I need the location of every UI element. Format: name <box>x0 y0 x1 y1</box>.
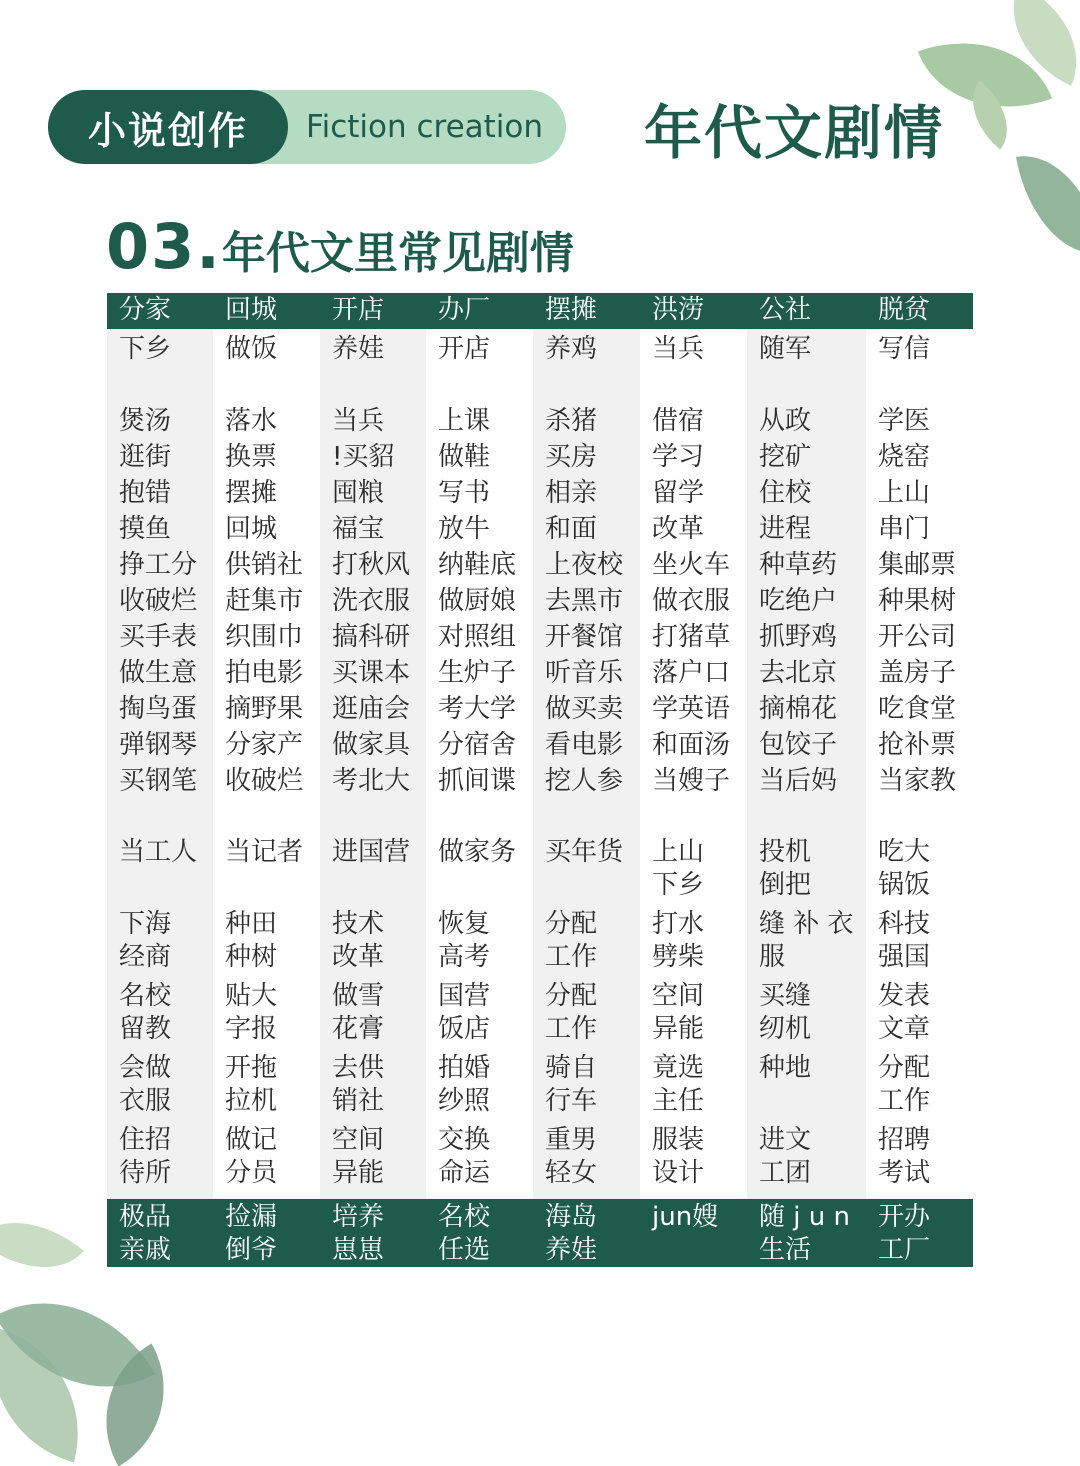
table-cell: 做家具 <box>332 730 411 760</box>
table-cell: 考大学 <box>438 694 517 724</box>
table-cell: 纳鞋底 <box>438 550 517 580</box>
table-header-cell: 洪涝 <box>652 295 705 325</box>
table-cell: 抓间谍 <box>438 766 517 796</box>
table-cell: 投机 倒把 <box>759 837 812 900</box>
table-column <box>426 329 533 1199</box>
table-cell: 摆摊 <box>225 478 278 508</box>
category-tag-en: Fiction creation <box>306 109 544 145</box>
table-cell: 串门 <box>878 514 931 544</box>
table-cell: 重男 轻女 <box>545 1125 598 1188</box>
table-cell: 空间 异能 <box>652 981 705 1044</box>
table-cell: 打秋风 <box>332 550 411 580</box>
table-cell: 抓野鸡 <box>759 622 838 652</box>
table-cell: 拍电影 <box>225 658 304 688</box>
table-cell: 做雪 花膏 <box>332 981 385 1044</box>
table-cell: 煲汤 <box>119 406 172 436</box>
table-cell: 服装 设计 <box>652 1125 705 1188</box>
table-cell: 包饺子 <box>759 730 838 760</box>
section-heading <box>106 210 574 283</box>
table-cell: 种果树 <box>878 586 957 616</box>
section-title: 年代文里常见剧情 <box>221 228 574 279</box>
spacer <box>213 799 320 836</box>
table-footer-cell: 名校 任选 <box>438 1202 491 1265</box>
table-cell: 当后妈 <box>759 766 838 796</box>
table-cell: 开公司 <box>878 622 957 652</box>
table-cell: 买钢笔 <box>119 766 198 796</box>
table-cell: 听音乐 <box>545 658 624 688</box>
table-cell: 落户口 <box>652 658 731 688</box>
table-cell: 生炉子 <box>438 658 517 688</box>
table-cell: 烧窑 <box>878 442 931 472</box>
table-footer-cell: 捡漏 倒爷 <box>225 1202 278 1265</box>
table-header-cell: 回城 <box>225 295 278 325</box>
table-column <box>107 329 213 1199</box>
table-cell: 分宿舍 <box>438 730 517 760</box>
table-cell: 科技 强国 <box>878 909 931 972</box>
table-cell: 做家务 <box>438 837 517 867</box>
table-cell: 挣工分 <box>119 550 198 580</box>
table-cell: 开拖 拉机 <box>225 1053 278 1116</box>
table-cell: 上山 <box>878 478 931 508</box>
table-cell: 当工人 <box>119 837 198 867</box>
table-header-cell: 摆摊 <box>545 295 598 325</box>
table-cell: 买房 <box>545 442 598 472</box>
table-cell: 上山 下乡 <box>652 837 705 900</box>
table-cell: 弹钢琴 <box>119 730 198 760</box>
table-cell: 集邮票 <box>878 550 957 580</box>
table-cell: 分配 工作 <box>878 1053 931 1116</box>
table-cell: 供销社 <box>225 550 304 580</box>
table-cell: 看电影 <box>545 730 624 760</box>
table-cell: 和面 <box>545 514 598 544</box>
leaf-icon <box>0 1193 84 1297</box>
table-cell: 去北京 <box>759 658 838 688</box>
table-column <box>640 329 747 1199</box>
plot-table <box>107 293 973 1267</box>
table-cell: 摸鱼 <box>119 514 172 544</box>
table-cell: 赶集市 <box>225 586 304 616</box>
table-cell: 当家教 <box>878 766 957 796</box>
table-cell: 名校 留教 <box>119 981 172 1044</box>
table-cell: 回城 <box>225 514 278 544</box>
spacer <box>320 799 426 836</box>
table-cell: 相亲 <box>545 478 598 508</box>
table-cell: 种田 种树 <box>225 909 278 972</box>
table-cell: 抢补票 <box>878 730 957 760</box>
table-footer-cell: 随 j u n 生活 <box>759 1202 850 1265</box>
table-cell: 抱错 <box>119 478 172 508</box>
spacer <box>640 367 747 403</box>
table-cell: 会做 衣服 <box>119 1053 172 1116</box>
table-cell: 进国营 <box>332 837 411 867</box>
spacer <box>426 799 533 836</box>
table-cell: 做衣服 <box>652 586 731 616</box>
table-cell: 分家产 <box>225 730 304 760</box>
table-cell: 做记 分员 <box>225 1125 278 1188</box>
spacer <box>213 367 320 403</box>
table-cell: 从政 <box>759 406 812 436</box>
section-number: 03. <box>106 210 222 283</box>
table-header-cell: 办厂 <box>438 295 491 325</box>
table-cell: 做厨娘 <box>438 586 517 616</box>
table-cell: 杀猪 <box>545 406 598 436</box>
table-cell: 对照组 <box>438 622 517 652</box>
spacer <box>107 367 213 403</box>
table-cell: 摘棉花 <box>759 694 838 724</box>
spacer <box>107 799 213 836</box>
table-cell: 分配 工作 <box>545 909 598 972</box>
table-cell: 买年货 <box>545 837 624 867</box>
table-cell: 贴大 字报 <box>225 981 278 1044</box>
table-cell: 逛庙会 <box>332 694 411 724</box>
table-cell: 恢复 高考 <box>438 909 491 972</box>
table-cell: 去黑市 <box>545 586 624 616</box>
table-cell: 上课 <box>438 406 491 436</box>
table-cell: 织围巾 <box>225 622 304 652</box>
table-cell: 当记者 <box>225 837 304 867</box>
table-cell: 吃绝户 <box>759 586 838 616</box>
table-cell: 挖矿 <box>759 442 812 472</box>
table-cell: 吃大 锅饭 <box>878 837 931 900</box>
table-cell: 借宿 <box>652 406 705 436</box>
table-cell: 开店 <box>438 334 491 364</box>
table-cell: 拍婚 纱照 <box>438 1053 491 1116</box>
table-cell: 养娃 <box>332 334 385 364</box>
table-cell: 收破烂 <box>119 586 198 616</box>
table-header-cell: 分家 <box>119 295 172 325</box>
table-cell: 住校 <box>759 478 812 508</box>
table-cell: 洗衣服 <box>332 586 411 616</box>
table-footer-cell: 海岛 养娃 <box>545 1202 598 1265</box>
table-cell: 进程 <box>759 514 812 544</box>
table-cell: 招聘 考试 <box>878 1125 931 1188</box>
table-footer-cell: jun嫂 <box>652 1202 719 1232</box>
table-cell: 下乡 <box>119 334 172 364</box>
table-cell: 买手表 <box>119 622 198 652</box>
table-column <box>213 329 320 1199</box>
table-column <box>320 329 426 1199</box>
table-cell: 掏鸟蛋 <box>119 694 198 724</box>
table-column <box>866 329 973 1199</box>
table-cell: 打猪草 <box>652 622 731 652</box>
table-column <box>533 329 640 1199</box>
table-cell: 做饭 <box>225 334 278 364</box>
spacer <box>320 367 426 403</box>
table-cell: !买貂 <box>332 442 395 472</box>
table-cell: 养鸡 <box>545 334 598 364</box>
table-cell: 和面汤 <box>652 730 731 760</box>
table-cell: 进文 工团 <box>759 1125 812 1188</box>
table-cell: 收破烂 <box>225 766 304 796</box>
table-footer-cell: 极品 亲戚 <box>119 1202 172 1265</box>
table-cell: 逛街 <box>119 442 172 472</box>
table-cell: 发表 文章 <box>878 981 931 1044</box>
spacer <box>533 799 640 836</box>
table-cell: 种草药 <box>759 550 838 580</box>
table-cell: 种地 <box>759 1053 812 1083</box>
table-cell: 搞科研 <box>332 622 411 652</box>
table-header-cell: 脱贫 <box>878 295 931 325</box>
table-cell: 落水 <box>225 406 278 436</box>
table-cell: 打水 劈柴 <box>652 909 705 972</box>
table-cell: 挖人参 <box>545 766 624 796</box>
spacer <box>866 367 973 403</box>
leaf-icon <box>1016 145 1080 265</box>
table-cell: 写信 <box>878 334 931 364</box>
table-cell: 当嫂子 <box>652 766 731 796</box>
table-cell: 买课本 <box>332 658 411 688</box>
table-cell: 技术 改革 <box>332 909 385 972</box>
table-cell: 坐火车 <box>652 550 731 580</box>
table-cell: 当兵 <box>332 406 385 436</box>
table-cell: 做生意 <box>119 658 198 688</box>
table-cell: 下海 经商 <box>119 909 172 972</box>
spacer <box>866 799 973 836</box>
table-footer-cell: 开办 工厂 <box>878 1202 931 1265</box>
table-cell: 住招 待所 <box>119 1125 172 1188</box>
table-cell: 换票 <box>225 442 278 472</box>
table-cell: 交换 命运 <box>438 1125 491 1188</box>
table-cell: 囤粮 <box>332 478 385 508</box>
table-cell: 竟选 主任 <box>652 1053 705 1116</box>
table-column <box>747 329 866 1199</box>
spacer <box>747 367 866 403</box>
table-cell: 国营 饭店 <box>438 981 491 1044</box>
table-cell: 福宝 <box>332 514 385 544</box>
spacer <box>426 367 533 403</box>
table-cell: 去供 销社 <box>332 1053 385 1116</box>
table-cell: 盖房子 <box>878 658 957 688</box>
table-cell: 留学 <box>652 478 705 508</box>
table-footer-cell: 培养 崽崽 <box>332 1202 385 1265</box>
table-header-cell: 开店 <box>332 295 385 325</box>
table-cell: 学医 <box>878 406 931 436</box>
table-cell: 学英语 <box>652 694 731 724</box>
table-cell: 买缝 纫机 <box>759 981 812 1044</box>
page-title: 年代文剧情 <box>644 99 945 167</box>
table-cell: 开餐馆 <box>545 622 624 652</box>
table-cell: 考北大 <box>332 766 411 796</box>
table-cell: 放牛 <box>438 514 491 544</box>
table-cell: 上夜校 <box>545 550 624 580</box>
table-cell: 做买卖 <box>545 694 624 724</box>
table-cell: 缝 补 衣 服 <box>759 909 854 972</box>
table-header-cell: 公社 <box>759 295 812 325</box>
table-cell: 学习 <box>652 442 705 472</box>
table-cell: 写书 <box>438 478 491 508</box>
category-tag-cn: 小说创作 <box>48 90 288 164</box>
table-cell: 骑自 行车 <box>545 1053 598 1116</box>
table-cell: 做鞋 <box>438 442 491 472</box>
table-cell: 摘野果 <box>225 694 304 724</box>
table-cell: 随军 <box>759 334 812 364</box>
table-cell: 空间 异能 <box>332 1125 385 1188</box>
table-cell: 当兵 <box>652 334 705 364</box>
spacer <box>747 799 866 836</box>
spacer <box>533 367 640 403</box>
spacer <box>640 799 747 836</box>
table-cell: 改革 <box>652 514 705 544</box>
table-cell: 分配 工作 <box>545 981 598 1044</box>
table-cell: 吃食堂 <box>878 694 957 724</box>
